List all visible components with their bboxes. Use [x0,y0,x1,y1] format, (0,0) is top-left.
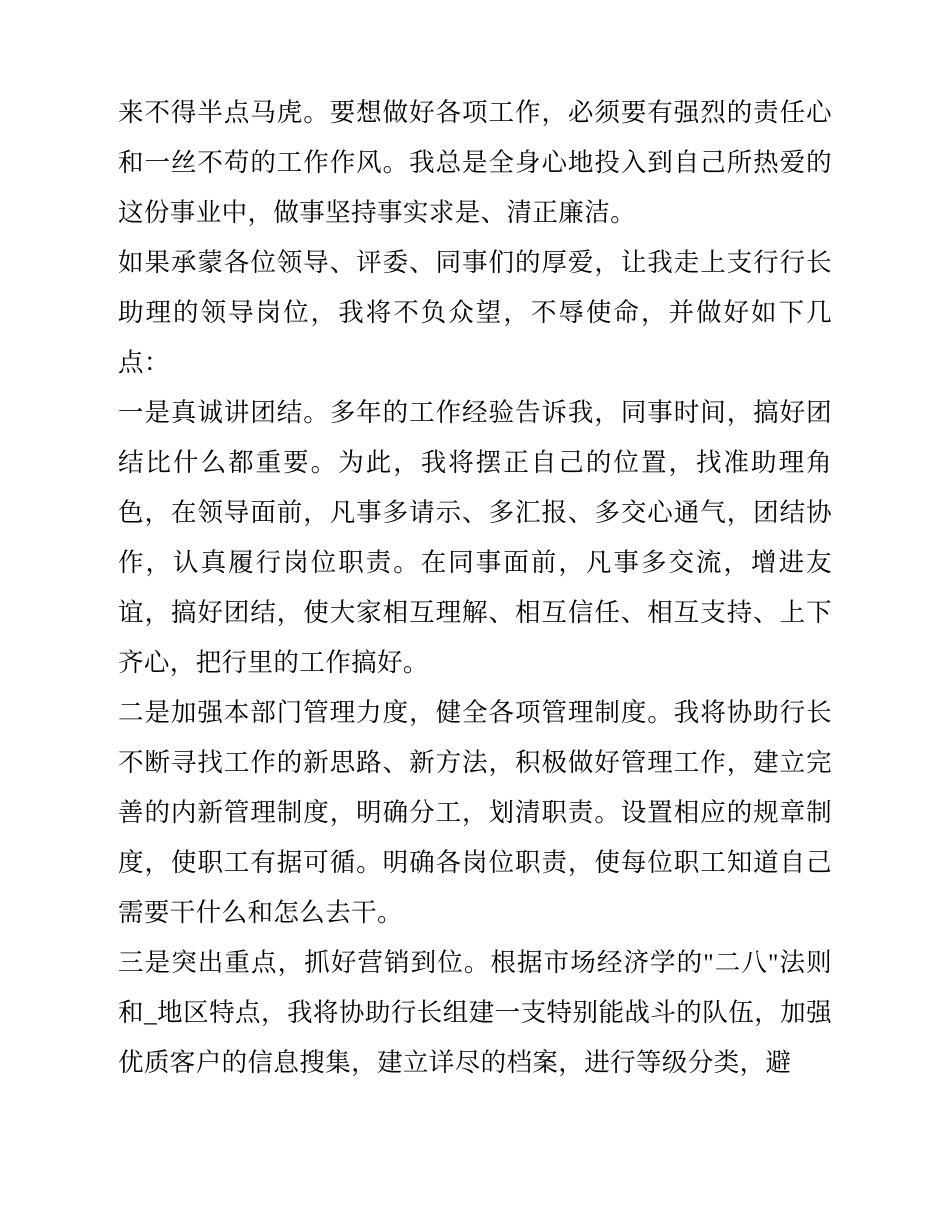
paragraph: 如果承蒙各位领导、评委、同事们的厚爱，让我走上支行行长助理的领导岗位，我将不负众望，不辱使命，并做好如下几点： [118,248,832,377]
paragraph: 三是突出重点，抓好营销到位。根据市场经济学的"二八"法则和_地区特点，我将协助行长组建一支特别能战斗的队伍，加强优质客户的信息搜集，建立详尽的档案，进行等级分类，避 [118,948,832,1077]
paragraph: 二是加强本部门管理力度，健全各项管理制度。我将协助行长不断寻找工作的新思路、新方法，积极做好管理工作，建立完善的内新管理制度，明确分工，划清职责。设置相应的规章制度，使职工有据可循。明确各岗位职责，使每位职工知道自己需要干什么和怎么去干。 [118,698,832,927]
document-body [118,88,832,1088]
paragraph: 来不得半点马虎。要想做好各项工作，必须要有强烈的责任心和一丝不苟的工作作风。我总是全身心地投入到自己所热爱的这份事业中，做事坚持事实求是、清正廉洁。 [118,98,832,227]
paragraph: 一是真诚讲团结。多年的工作经验告诉我，同事时间，搞好团结比什么都重要。为此，我将摆正自己的位置，找准助理角色，在领导面前，凡事多请示、多汇报、多交心通气，团结协作，认真履行岗位职责。在同事面前，凡事多交流，增进友谊，搞好团结，使大家相互理解、相互信任、相互支持、上下齐心，把行里的工作搞好。 [118,398,832,677]
